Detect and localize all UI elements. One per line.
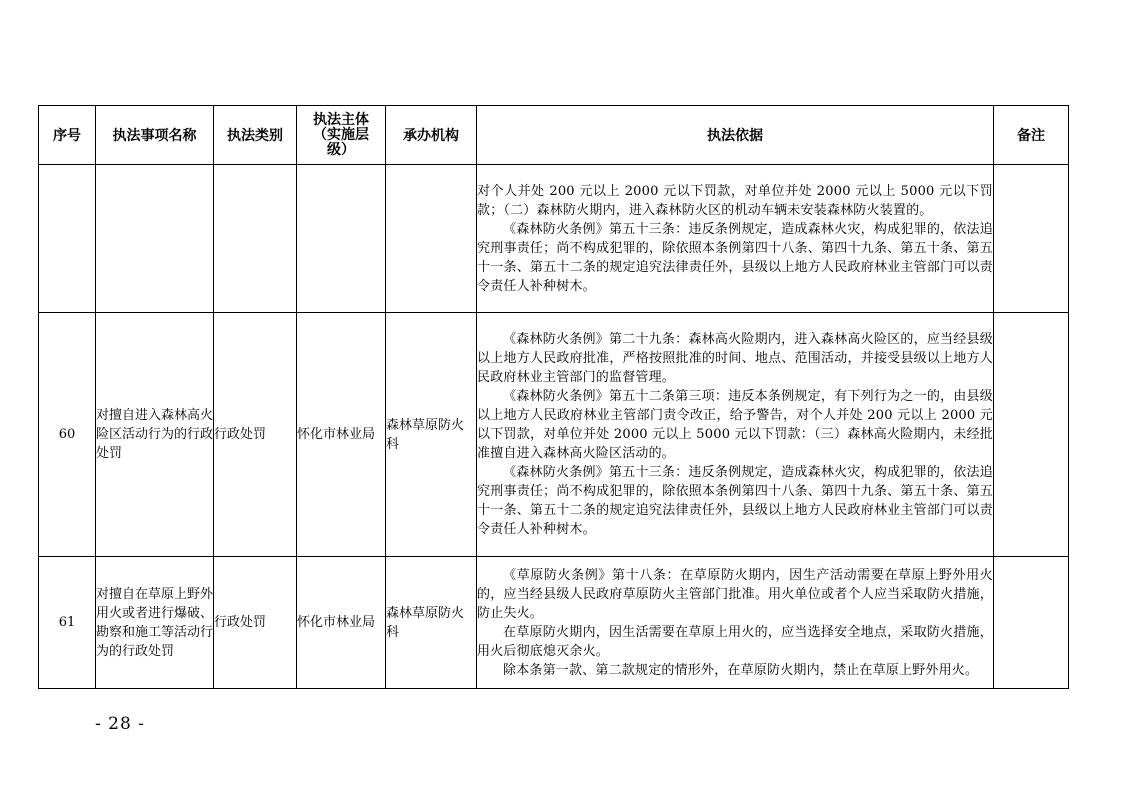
basis-paragraph: 《森林防火条例》第五十二条第三项：违反本条例规定，有下列行为之一的，由县级以上地方人民政府林业主管部门责令改正，给予警告，对个人并处 200 元以上 2000 元以下罚款，对单位并处 2000 元以上 5000 元以下罚款：（三）森林高火险期内，未经批准擅自进入森林高火险区活动的。 [477, 389, 993, 461]
header-subject-line1: 执法主体 [313, 111, 369, 128]
header-note: 备注 [994, 106, 1069, 165]
cell-org: 森林草原防火科 [386, 557, 477, 689]
basis-paragraph: 对个人并处 200 元以上 2000 元以下罚款，对单位并处 2000 元以上 5000 元以下罚款；（二）森林防火期内，进入森林防火区的机动车辆未安装森林防火装置的。 [477, 183, 993, 218]
cell-basis [477, 165, 994, 313]
cell-category [214, 165, 297, 313]
table-row [39, 313, 1069, 557]
table-header-row [39, 106, 1069, 165]
cell-org: 森林草原防火科 [386, 313, 477, 557]
cell-subject: 怀化市林业局 [297, 557, 386, 689]
header-subject [297, 106, 386, 165]
table-row [39, 165, 1069, 313]
cell-note [994, 313, 1069, 557]
cell-subject [297, 165, 386, 313]
header-seq: 序号 [39, 106, 96, 165]
cell-seq: 60 [39, 313, 96, 557]
cell-item-name [96, 165, 214, 313]
basis-paragraph: 《森林防火条例》第五十三条：违反条例规定，造成森林火灾，构成犯罪的，依法追究刑事责任；尚不构成犯罪的，除依照本条例第四十八条、第四十九条、第五十条、第五十一条、第五十二条的规定追究法律责任外，县级以上地方人民政府林业主管部门可以责令责任人补种树木。 [477, 465, 993, 537]
cell-seq [39, 165, 96, 313]
header-org: 承办机构 [386, 106, 477, 165]
header-subject-line2: （实施层 [313, 126, 369, 143]
header-category: 执法类别 [214, 106, 297, 165]
basis-paragraph: 《森林防火条例》第二十九条：森林高火险期内，进入森林高火险区的，应当经县级以上地方人民政府批准，严格按照批准的时间、地点、范围活动，并接受县级以上地方人民政府林业主管部门的监督管理。 [477, 332, 993, 385]
cell-item-name: 对擅自在草原上野外用火或者进行爆破、勘察和施工等活动行为的行政处罚 [96, 557, 214, 689]
cell-note [994, 165, 1069, 313]
enforcement-table [38, 105, 1069, 689]
basis-paragraph: 《森林防火条例》第五十三条：违反条例规定，造成森林火灾，构成犯罪的，依法追究刑事责任；尚不构成犯罪的，除依照本条例第四十八条、第四十九条、第五十条、第五十一条、第五十二条的规定追究法律责任外，县级以上地方人民政府林业主管部门可以责令责任人补种树木。 [477, 221, 993, 294]
cell-item-name: 对擅自进入森林高火险区活动行为的行政处罚 [96, 313, 214, 557]
cell-subject: 怀化市林业局 [297, 313, 386, 557]
cell-org [386, 165, 477, 313]
page-number: - 28 - [95, 714, 145, 734]
cell-note [994, 557, 1069, 689]
cell-category: 行政处罚 [214, 557, 297, 689]
header-item-name: 执法事项名称 [96, 106, 214, 165]
table-row [39, 557, 1069, 689]
header-subject-line3: 级） [327, 141, 355, 158]
cell-basis [477, 557, 994, 689]
cell-basis [477, 313, 994, 557]
basis-paragraph: 在草原防火期内，因生活需要在草原上用火的，应当选择安全地点，采取防火措施，用火后彻底熄灭余火。 [477, 624, 993, 659]
basis-paragraph: 除本条第一款、第二款规定的情形外，在草原防火期内，禁止在草原上野外用火。 [503, 662, 979, 678]
basis-paragraph: 《草原防火条例》第十八条：在草原防火期内，因生产活动需要在草原上野外用火的，应当经县级人民政府草原防火主管部门批准。用火单位或者个人应当采取防火措施，防止失火。 [477, 567, 993, 621]
cell-seq: 61 [39, 557, 96, 689]
cell-category: 行政处罚 [214, 313, 297, 557]
header-basis: 执法依据 [477, 106, 994, 165]
